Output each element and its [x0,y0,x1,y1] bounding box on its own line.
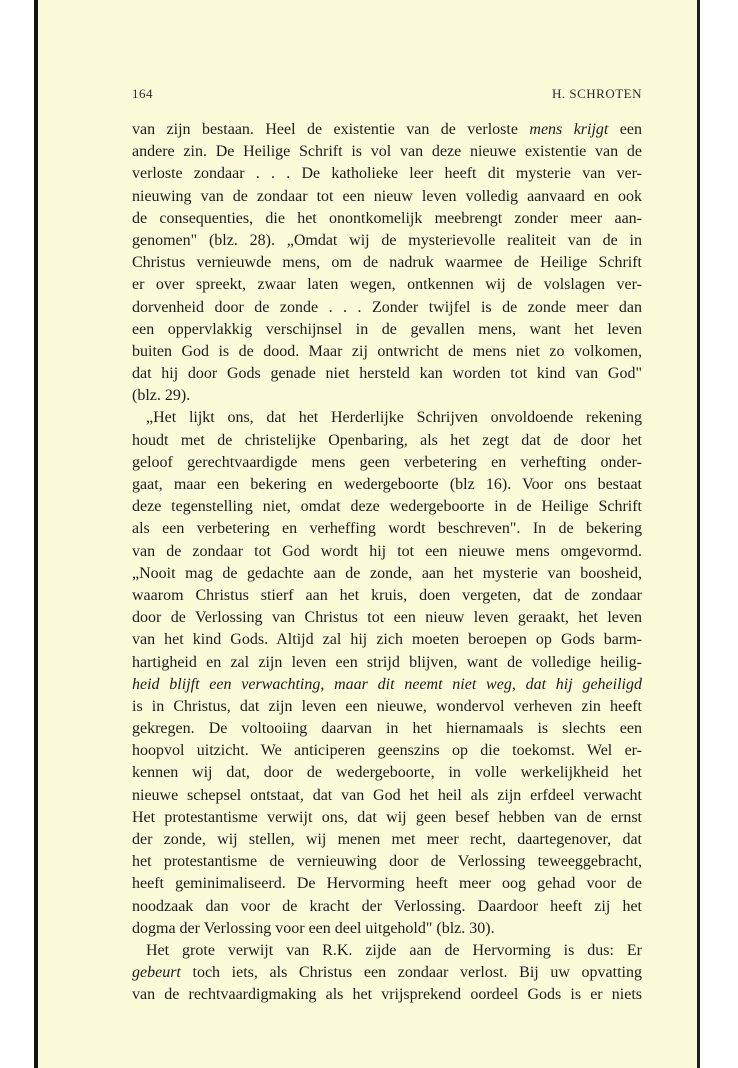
text-line [132,518,642,540]
text-segment: Het grote verwijt van R.K. zijde aan de Hervorming is dus: Er [146,941,642,959]
text-segment: kennen wij dat, door de wedergeboorte, in volle werkelijkheid het [132,764,642,782]
text-segment: der zonde, wij stellen, wij menen met meer recht, daartegenover, dat [132,831,642,848]
text-line [132,896,642,918]
text-segment: „Het lijkt ons, dat het Herderlijke Schrijven onvoldoende rekening [146,409,642,427]
text-line [132,696,642,718]
text-line [132,208,642,230]
text-segment: gaat, maar een bekering en wedergeboorte (blz 16). Voor ons bestaat [132,476,642,493]
text-line [132,430,642,452]
text-line [132,940,642,962]
text-line [132,984,642,1006]
text-line [132,740,642,762]
text-line [132,119,642,141]
text-line [132,718,642,740]
text-line [132,873,642,895]
text-segment: hoopvol uitzicht. We anticiperen geenszins op die toekomst. Wel er- [132,742,642,760]
text-line [132,807,642,829]
italic-text: mens krijgt [529,121,609,138]
text-line [132,607,642,629]
text-segment: hartigheid en zal zijn leven een strijd blijven, want de volledige heilig- [132,653,642,671]
italic-text: gebeurt [132,964,181,982]
text-segment: andere zin. De Heilige Schrift is vol van deze nieuwe existentie van de [132,143,642,161]
text-line [132,541,642,563]
running-header [132,86,642,106]
text-line [132,918,642,940]
text-segment: (blz. 29). [132,387,191,405]
text-line [132,851,642,873]
text-line [132,341,642,363]
page-number: 164 [132,86,153,101]
text-segment: waarom Christus stierf aan het kruis, doen vergeten, dat de zondaar [132,586,642,604]
body-text [132,119,642,1007]
text-line [132,629,642,651]
text-line [132,230,642,252]
text-line [132,674,642,696]
text-line [132,252,642,274]
italic-text: heid blijft een verwachting, maar dit neemt niet weg, dat hij geheiligd [132,675,642,693]
text-segment: een [608,121,642,138]
text-segment: het protestantisme de vernieuwing door de Verlossing teweeggebracht, [132,853,642,871]
text-segment: Christus vernieuwde mens, om de nadruk waarmee de Heilige Schrift [132,254,642,272]
text-line [132,563,642,585]
text-segment: heeft geminimaliseerd. De Hervorming heeft meer oog gehad voor de [132,875,642,893]
text-line [132,785,642,807]
text-segment: dogma der Verlossing voor een deel uitgehold" (blz. 30). [132,919,495,937]
text-segment: noodzaak dan voor de kracht der Verlossing. Daardoor heeft zij het [132,897,642,915]
text-segment: van zijn bestaan. Heel de existentie van de verloste [132,121,530,138]
text-segment: buiten God is de dood. Maar zij ontwricht de mens niet zo volkomen, [132,342,642,360]
text-line [132,829,642,851]
text-segment: nieuwing van de zondaar tot een nieuw leven volledig aanvaard en ook [132,187,642,205]
text-segment: deze tegenstelling niet, omdat deze wedergeboorte in de Heilige Schrift [132,498,642,516]
text-line [132,141,642,163]
text-segment: verloste zondaar . . . De katholieke leer heeft dit mysterie van ver- [132,165,642,183]
text-segment: van de rechtvaardigmaking als het vrijsprekend oordeel Gods is er niets [132,986,642,1004]
text-segment: houdt met de christelijke Openbaring, als het zegt dat de door het [132,431,642,449]
text-line [132,186,642,208]
text-segment: van de zondaar tot God wordt hij tot een nieuwe mens omgevormd. [132,542,642,560]
text-segment: dat hij door Gods genade niet hersteld kan worden tot kind van God" [132,365,642,383]
text-segment: is in Christus, dat zijn leven een nieuwe, wondervol verheven zin heeft [132,697,642,715]
text-line [132,452,642,474]
text-segment: genomen" (blz. 28). „Omdat wij de mysterievolle realiteit van de in [132,231,642,249]
text-segment: door de Verlossing van Christus tot een nieuw leven geraakt, het leven [132,609,642,627]
text-segment: Het protestantisme verwijt ons, dat wij geen besef hebben van de ernst [132,808,642,826]
running-head-author: H. SCHROTEN [551,86,642,101]
text-segment: er over spreekt, zwaar laten wegen, ontkennen wij de volslagen ver- [132,276,642,294]
text-line [132,474,642,496]
text-segment: „Nooit mag de gedachte aan de zonde, aan het mysterie van boosheid, [132,564,642,582]
text-segment: toch iets, als Christus een zondaar verlost. Bij uw opvatting [180,964,642,982]
text-segment: dorvenheid door de zonde . . . Zonder twijfel is de zonde meer dan [132,298,642,316]
text-line [132,163,642,185]
text-line [132,652,642,674]
text-line [132,762,642,784]
text-segment: een oppervlakkig verschijnsel in de gevallen mens, want het leven [132,320,642,338]
text-line [132,962,642,984]
text-segment: de consequenties, die het onontkomelijk meebrengt zonder meer aan- [132,209,642,227]
text-segment: als een verbetering en verheffing wordt beschreven". In de bekering [132,520,642,538]
text-line [132,319,642,341]
text-line [132,585,642,607]
text-segment: van het kind Gods. Altijd zal hij zich moeten beroepen op Gods barm- [132,631,642,649]
text-segment: geloof gerechtvaardigde mens geen verbetering en verhefting onder- [132,453,642,471]
text-segment: nieuwe schepsel ontstaat, dat van God het heil als zijn erfdeel verwacht [132,786,642,804]
text-line [132,297,642,319]
text-line [132,363,642,385]
text-line [132,385,642,407]
text-line [132,407,642,429]
text-segment: gekregen. De voltooiing daarvan in het hiernamaals is slechts een [132,720,642,738]
text-line [132,274,642,296]
text-line [132,496,642,518]
